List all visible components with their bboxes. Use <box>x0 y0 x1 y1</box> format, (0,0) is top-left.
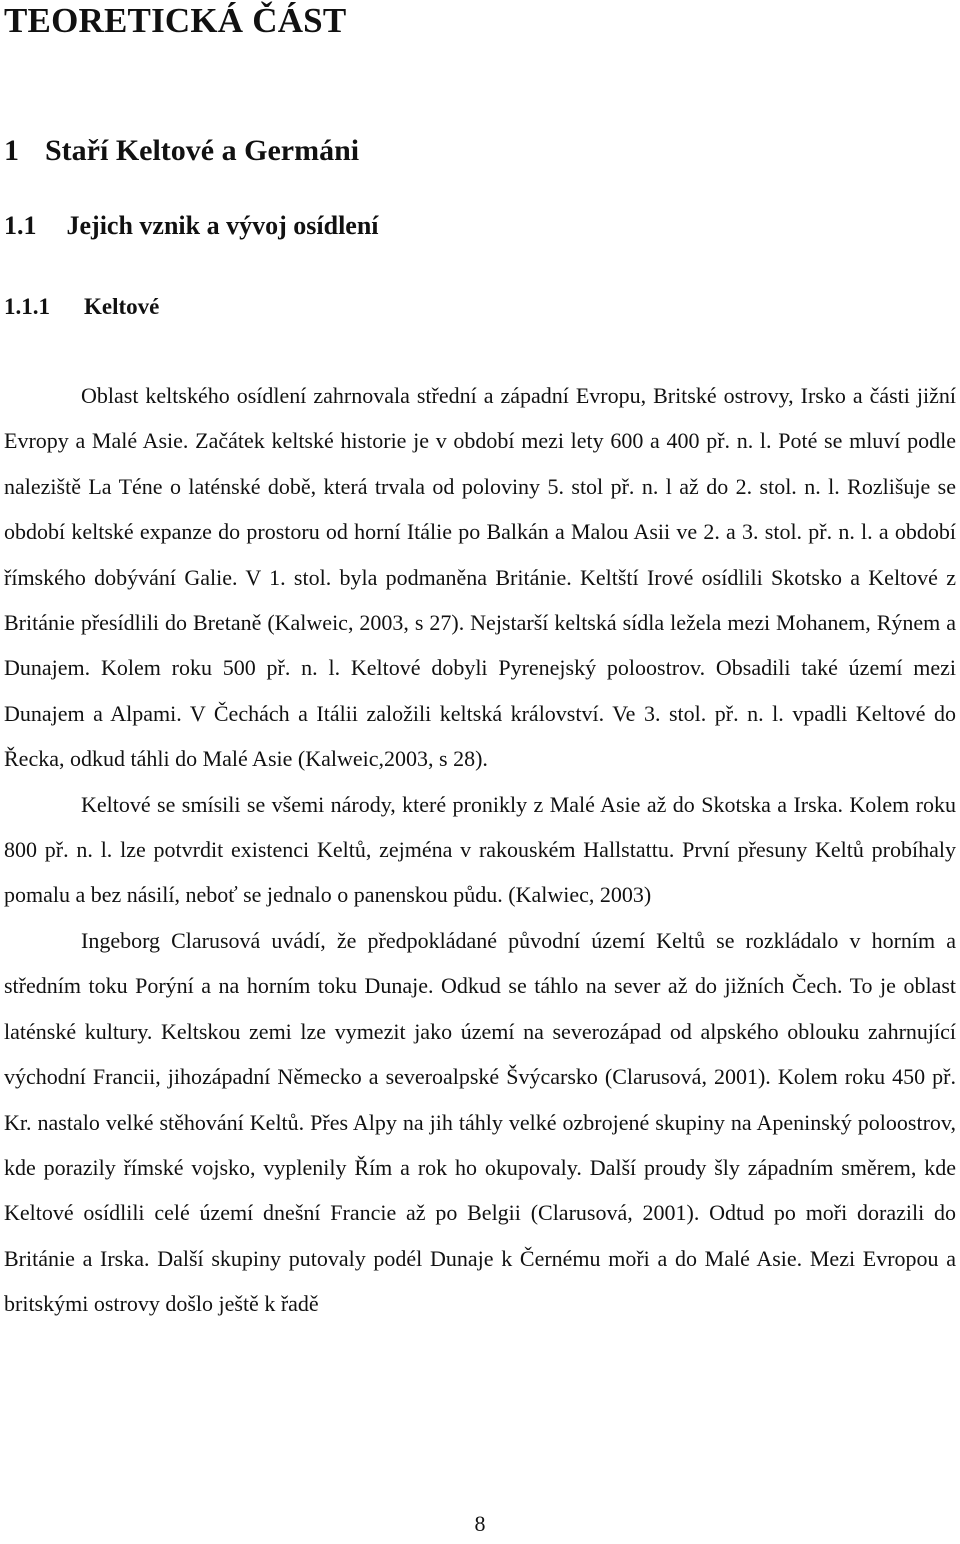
section-title: Jejich vznik a vývoj osídlení <box>66 211 379 240</box>
section-number: 1.1 <box>4 211 37 240</box>
section-heading <box>4 205 379 247</box>
paragraph: Oblast keltského osídlení zahrnovala střední a západní Evropu, Britské ostrovy, Irsko a části jižní Evropy a Malé Asie. Začátek keltské historie je v období mezi lety 600 a 400 př. n. l. Poté se mluví podle naleziště La Téne o laténské době, která trvala od poloviny 5. stol př. n. l až do 2. stol. n. l. Rozlišuje se období keltské expanze do prostoru od horní Itálie po Balkán a Malou Asii ve 2. a 3. stol. př. n. l. a období římského dobývání Galie. V 1. stol. byla podmaněna Británie. Keltští Irové osídlili Skotsko a Keltové z Británie přesídlili do Bretaně (Kalweic, 2003, s 27). Nejstarší keltská sídla ležela mezi Mohanem, Rýnem a Dunajem. Kolem roku 500 př. n. l. Keltové dobyli Pyrenejský poloostrov. Obsadili také území mezi Dunajem a Alpami. V Čechách a Itálii založili keltská království. Ve 3. stol. př. n. l. vpadli Keltové do Řecka, odkud táhli do Malé Asie (Kalweic,2003, s 28). <box>4 383 956 772</box>
chapter-title: Staří Keltové a Germáni <box>45 134 360 167</box>
subsection-title: Keltové <box>84 294 160 319</box>
paragraph: Keltové se smísili se všemi národy, které pronikly z Malé Asie až do Skotska a Irska. Kolem roku 800 př. n. l. lze potvrdit existenci Keltů, zejména v rakouském Hallstattu. První přesuny Keltů probíhaly pomalu a bez násilí, neboť se jednalo o panenskou půdu. (Kalwiec, 2003) <box>4 791 956 908</box>
subsection-heading <box>4 286 159 328</box>
paragraph: Ingeborg Clarusová uvádí, že předpokládané původní území Keltů se rozkládalo v horním a středním toku Porýní a na horním toku Dunaje. Odkud se táhlo na sever až do jižních Čech. To je oblast laténské kultury. Keltskou zemi lze vymezit jako území na severozápad od alpského oblouku zahrnující východní Francii, jihozápadní Německo a severoalpské Švýcarsko (Clarusová, 2001). Kolem roku 450 př. Kr. nastalo velké stěhování Keltů. Přes Alpy na jih táhly velké ozbrojené skupiny na Apeninský poloostrov, kde porazily římské vojsko, vyplenily Řím a rok ho okupovaly. Další proudy šly západním směrem, kde Keltové osídlili celé území dnešní Francie až po Belgii (Clarusová, 2001). Odtud po moři dorazili do Británie a Irska. Další skupiny putovaly podél Dunaje k Černému moři a do Malé Asie. Mezi Evropou a britskými ostrovy došlo ještě k řadě <box>4 927 956 1317</box>
chapter-number: 1 <box>4 134 19 167</box>
page-number: 8 <box>474 1511 486 1536</box>
part-title: TEORETICKÁ ČÁST <box>4 1 347 40</box>
body-text <box>4 373 956 1327</box>
chapter-heading <box>4 130 359 172</box>
subsection-number: 1.1.1 <box>4 294 50 319</box>
